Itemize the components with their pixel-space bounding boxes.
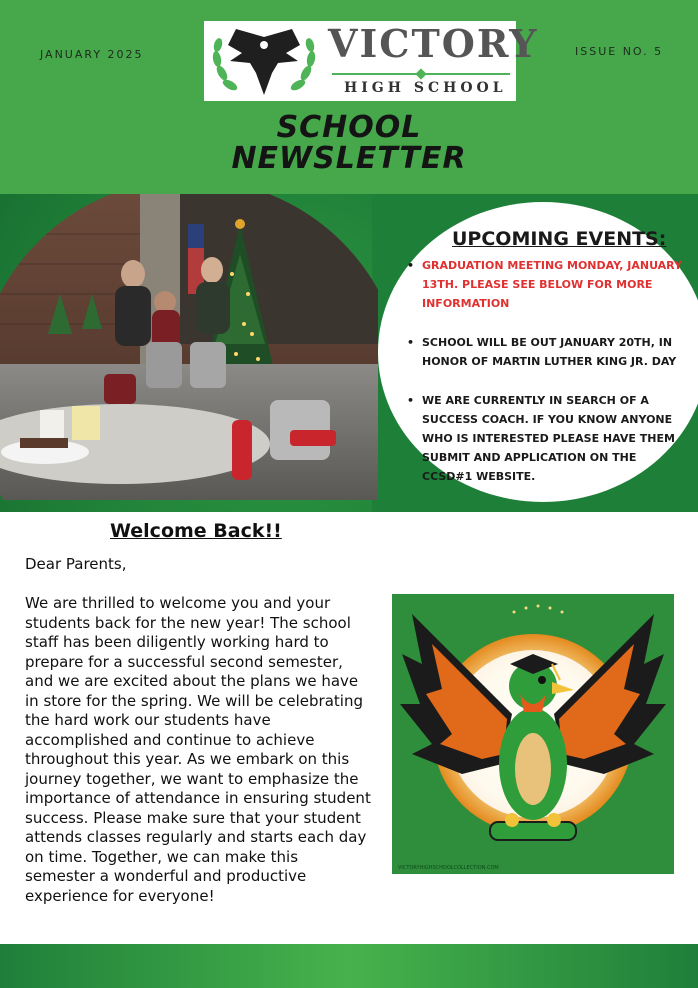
classroom-photo — [0, 194, 378, 500]
school-logo — [204, 21, 539, 101]
phoenix-emblem-icon — [206, 23, 322, 99]
phoenix-mascot-icon — [392, 594, 674, 874]
article-heading: Welcome Back!! — [110, 520, 282, 542]
event-item: • GRADUATION MEETING MONDAY, JANUARY 13TH. PLEASE SEE BELOW FOR MORE INFORMATION — [407, 256, 687, 313]
logo-subtitle: HIGH SCHOOL — [344, 80, 507, 96]
event-item: • WE ARE CURRENTLY IN SEARCH OF A SUCCESS COACH. IF YOU KNOW ANYONE WHO IS INTERESTED PLEASE HAVE THEM SUBMIT AND APPLICATION ON THE CCSD#1 WEBSITE. — [407, 391, 687, 486]
issue-date: JANUARY 2025 — [40, 48, 144, 61]
newsletter-title — [0, 112, 698, 174]
title-line-2: NEWSLETTER — [231, 141, 467, 176]
events-heading: UPCOMING EVENTS: — [452, 228, 667, 250]
issue-number: ISSUE NO. 5 — [575, 45, 664, 58]
mascot-credit: VICTORYHIGHSCHOOLCOLLECTION.COM — [398, 865, 499, 871]
newsletter-header — [0, 0, 698, 194]
article-salutation: Dear Parents, — [25, 555, 127, 573]
mascot-image — [392, 594, 674, 874]
event-item: • SCHOOL WILL BE OUT JANUARY 20TH, IN HONOR OF MARTIN LUTHER KING JR. DAY — [407, 333, 687, 371]
logo-diamond-icon — [415, 68, 426, 79]
article-body: We are thrilled to welcome you and your students back for the new year! The school staff has been diligently working hard to prepare for a successful second semester, and we are excited about the plans we have in store for the spring. We will be celebrating the hard work our students have accomplished and continue to achieve throughout this year. As we embark on this journey together, we want to emphasize the importance of attendance in ensuring student success. Please make sure that your student attends classes regularly and starts each day on time. Together, we can make this semester a wonderful and productive experience for everyone! — [25, 594, 371, 905]
logo-school-name: VICTORY — [328, 21, 539, 66]
events-list — [407, 256, 687, 506]
footer-band — [0, 944, 698, 988]
title-line-1: SCHOOL — [276, 110, 422, 145]
